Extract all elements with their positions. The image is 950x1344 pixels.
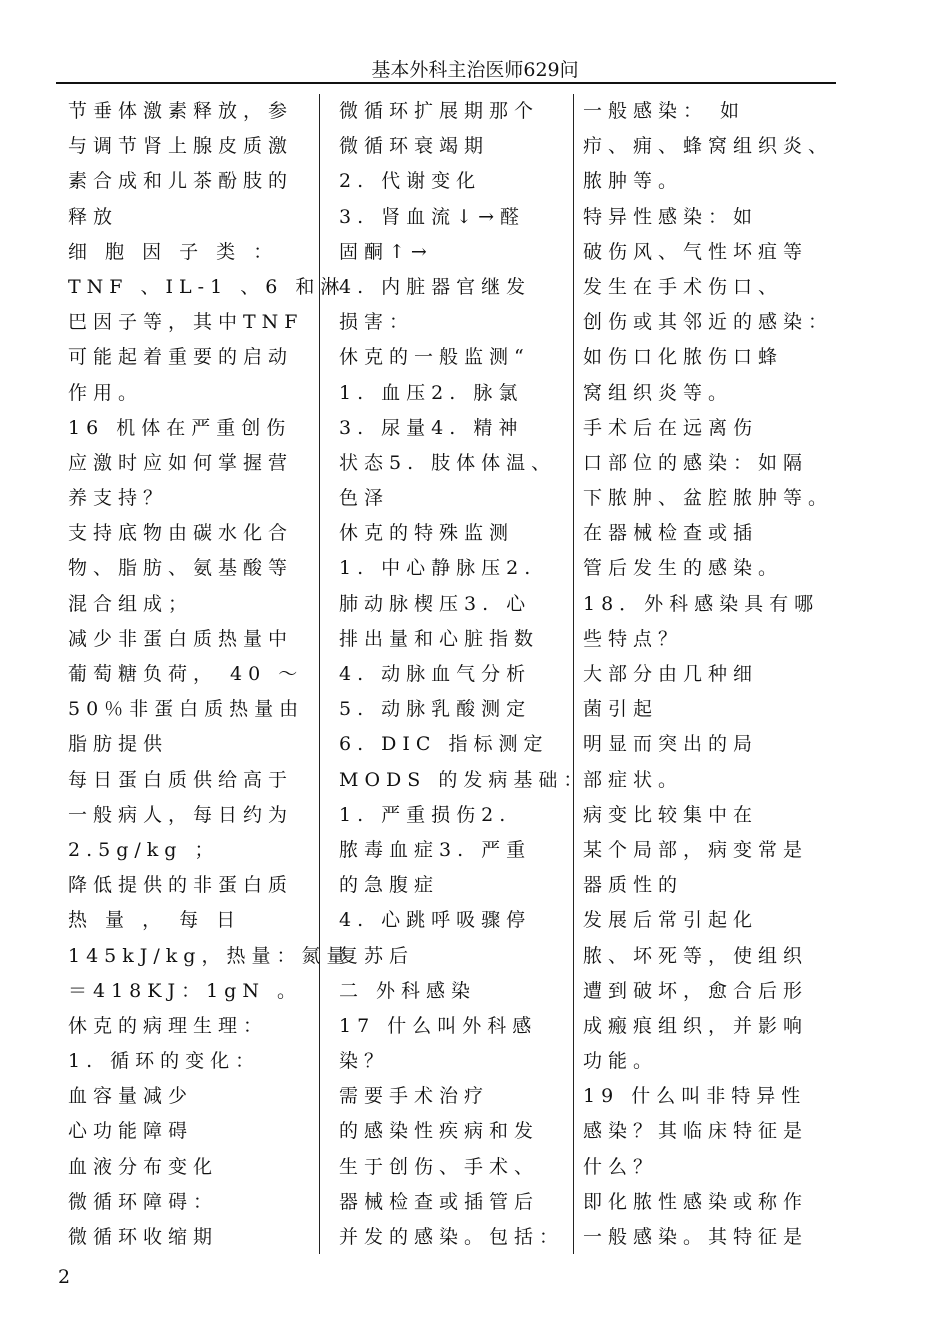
text-line: 血液分布变化 (68, 1155, 219, 1178)
text-line: TNF 、IL-1 、6 和淋 (68, 275, 346, 298)
text-line: 葡萄糖负荷， 40 ～ (68, 663, 304, 685)
text-line: 下脓肿、盆腔脓肿等。 (583, 487, 834, 510)
text-line: 物、脂肪、氨基酸等 (68, 557, 294, 580)
text-line: 创伤或其邻近的感染： (583, 311, 834, 334)
text-line: 色泽 (339, 487, 390, 510)
text-line: 窝组织炎等。 (583, 381, 734, 404)
text-line: 1. 中心静脉压2. (339, 557, 537, 580)
text-line: 某个局部，病变常是 (583, 838, 809, 861)
text-line: 2.5g/kg ； (68, 838, 220, 861)
text-line: 口部位的感染：如隔 (583, 451, 809, 474)
text-line: 1. 血压2. 脉氯 (339, 381, 524, 404)
text-line: 3. 肾血流↓→醛 (339, 205, 526, 228)
text-line: 血容量减少 (68, 1085, 194, 1108)
column-divider-2 (573, 94, 574, 1254)
text-line: 热 量 ， 每 日 (68, 909, 242, 932)
text-line: 素合成和儿茶酚肢的 (68, 170, 294, 193)
text-line: 4. 动脉血气分析 (339, 663, 532, 685)
text-line: 生于创伤、手术、 (339, 1155, 540, 1178)
text-line: 菌引起 (583, 698, 659, 721)
text-line: 巴因子等，其中TNF (68, 311, 304, 334)
text-line: 大部分由几种细 (583, 663, 759, 685)
text-line: 19 什么叫非特异性 (583, 1085, 807, 1108)
text-line: 1. 循环的变化： (68, 1050, 261, 1073)
text-line: 管后发生的感染。 (583, 557, 784, 580)
text-line: 1. 严重损伤2. (339, 803, 512, 826)
text-line: 复苏后 (339, 944, 415, 967)
text-line: 部症状。 (583, 768, 684, 791)
text-line: 发展后常引起化 (583, 909, 759, 932)
text-line: 破伤风、气性坏疽等 (583, 240, 809, 263)
page-header-title: 基本外科主治医师629问 (371, 59, 579, 81)
text-line: 心功能障碍 (68, 1120, 194, 1143)
text-line: 一般感染： 如 (583, 100, 746, 122)
text-line: 明显而突出的局 (583, 733, 759, 756)
text-line: 遭到破坏，愈合后形 (583, 979, 809, 1002)
text-line: 功能。 (583, 1050, 659, 1073)
text-line: 损害： (339, 311, 415, 334)
text-line: 145kJ/kg，热量：氮量 (68, 944, 352, 967)
text-line: 支持底物由碳水化合 (68, 522, 294, 545)
text-line: 些特点？ (583, 627, 684, 650)
text-line: 成瘢痕组织，并影响 (583, 1014, 809, 1037)
text-line: 特异性感染：如 (583, 205, 759, 228)
text-line: 器械检查或插管后 (339, 1190, 540, 1213)
text-line: 减少非蛋白质热量中 (68, 627, 294, 650)
text-line: 细 胞 因 子 类 ： (68, 240, 279, 263)
text-line: 脓、坏死等，使组织 (583, 944, 809, 967)
text-line: 疖、痈、蜂窝组织炎、 (583, 135, 834, 158)
text-line: 的急腹症 (339, 874, 440, 897)
text-line: 作用。 (68, 381, 144, 404)
text-line: 器质性的 (583, 874, 684, 897)
text-line: 3. 尿量4. 精神 (339, 416, 524, 439)
text-line: 脓肿等。 (583, 170, 684, 193)
text-line: MODS 的发病基础： (339, 768, 589, 791)
page-number: 2 (58, 1266, 71, 1288)
text-line: 固酮↑→ (339, 240, 433, 263)
text-column-left (68, 94, 352, 1255)
text-line: 排出量和心脏指数 (339, 627, 540, 650)
text-line: 降低提供的非蛋白质 (68, 874, 294, 897)
text-line: 如伤口化脓伤口蜂 (583, 346, 784, 369)
text-line: 休克的一般监测“ (339, 346, 530, 369)
text-line: 什么？ (583, 1155, 659, 1178)
text-line: 发生在手术伤口、 (583, 275, 784, 298)
column-divider-1 (319, 94, 320, 1254)
text-line: 17 什么叫外科感 (339, 1014, 538, 1037)
text-line: 2. 代谢变化 (339, 170, 482, 193)
text-line: 释放 (68, 205, 119, 228)
text-line: 休克的特殊监测 (339, 522, 515, 545)
text-line: 混合组成； (68, 592, 194, 615)
text-line: 肺动脉楔压3. 心 (339, 592, 532, 615)
text-line: 染？ (339, 1050, 390, 1073)
text-line: 一般感染。其特征是 (583, 1226, 809, 1248)
text-line: 18．外科感染具有哪 (583, 592, 820, 615)
text-line: 的感染性疾病和发 (339, 1120, 540, 1143)
text-line: 病变比较集中在 (583, 803, 759, 826)
header-rule (56, 82, 836, 84)
text-line: 脂肪提供 (68, 733, 169, 756)
text-line: 16 机体在严重创伤 (68, 416, 292, 439)
text-line: 应激时应如何掌握营 (68, 451, 294, 474)
text-line: 6. DIC 指标测定 (339, 733, 549, 756)
text-line: 感染？其临床特征是 (583, 1120, 809, 1143)
text-line: 微循环扩展期那个 (339, 100, 540, 122)
text-line: 与调节肾上腺皮质激 (68, 135, 294, 158)
text-line: 并发的感染。包括： (339, 1226, 565, 1248)
text-line: 二 外科感染 (339, 979, 477, 1002)
text-line: ＝418KJ：1gN 。 (68, 979, 302, 1002)
text-line: 微循环障碍： (68, 1190, 219, 1213)
text-line: 5. 动脉乳酸测定 (339, 698, 532, 721)
text-line: 在器械检查或插 (583, 522, 759, 545)
text-line: 4. 心跳呼吸骤停 (339, 909, 532, 932)
text-line: 休克的病理生理： (68, 1014, 269, 1037)
text-line: 即化脓性感染或称作 (583, 1190, 809, 1213)
text-line: 状态5. 肢体体温、 (339, 451, 557, 474)
text-line: 微循环收缩期 (68, 1226, 219, 1248)
text-column-middle (339, 94, 589, 1255)
text-line: 每日蛋白质供给高于 (68, 768, 294, 791)
text-line: 养支持？ (68, 487, 169, 510)
text-line: 节垂体激素释放，参 (68, 100, 294, 122)
text-line: 手术后在远离伤 (583, 416, 759, 439)
text-line: 4. 内脏器官继发 (339, 275, 532, 298)
text-line: 微循环衰竭期 (339, 135, 490, 158)
text-line: 可能起着重要的启动 (68, 346, 294, 369)
text-line: 一般病人，每日约为 (68, 803, 294, 826)
text-line: 脓毒血症3. 严重 (339, 838, 532, 861)
text-column-right (583, 94, 843, 1255)
text-line: 需要手术治疗 (339, 1085, 490, 1108)
text-line: 50％非蛋白质热量由 (68, 698, 305, 721)
